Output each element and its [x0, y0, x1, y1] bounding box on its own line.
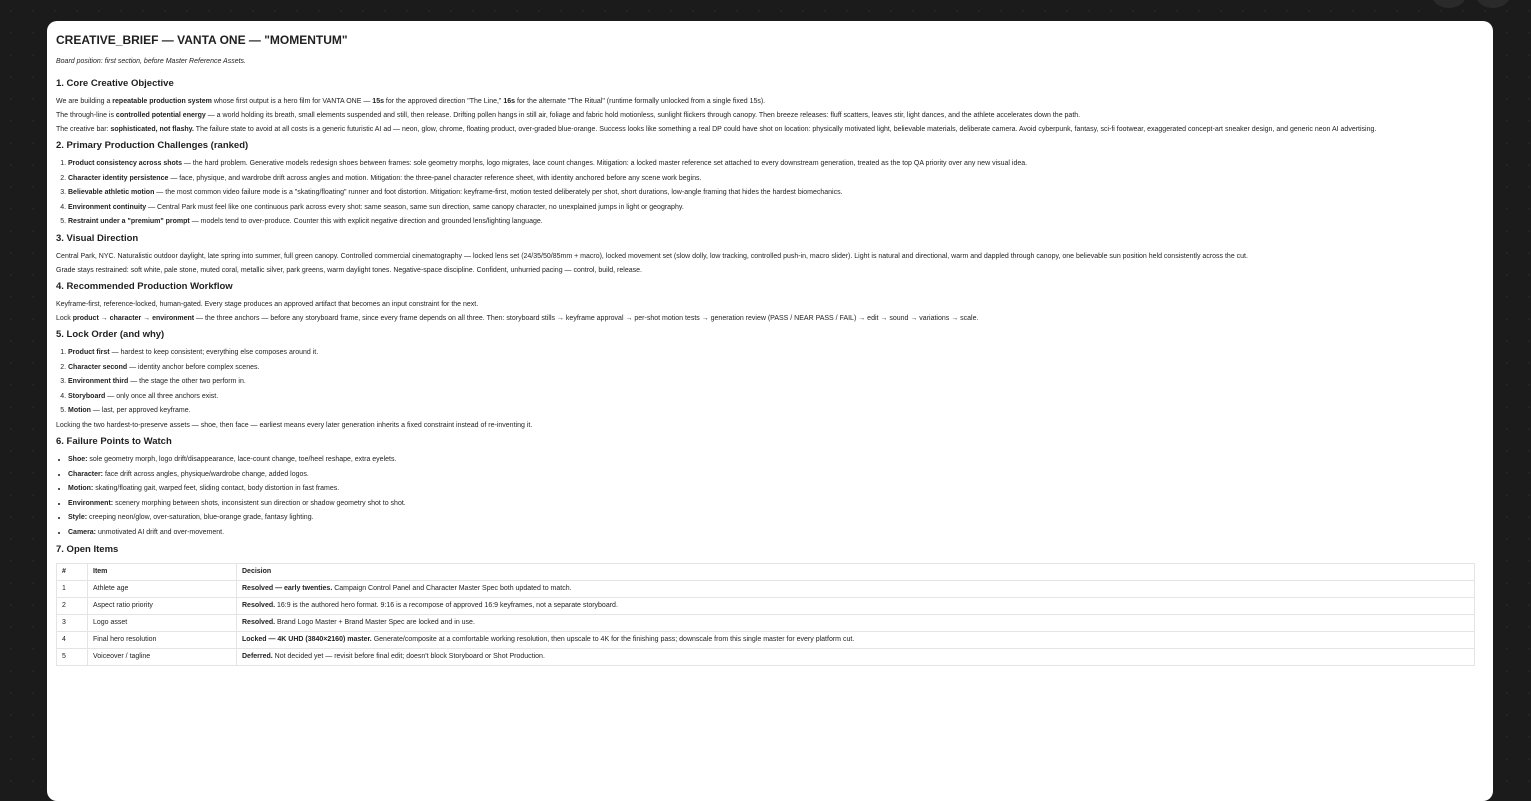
window-controls	[1431, 0, 1511, 8]
row-item: Athlete age	[88, 580, 237, 597]
open-items-table	[56, 563, 1475, 666]
list-item: 1. Product first — hardest to keep consistent; everything else composes around it.	[68, 348, 1475, 357]
row-decision: Deferred. Not decided yet — revisit before final edit; doesn't block Storyboard or Shot Production.	[237, 648, 1475, 665]
section-heading-failure-points: 6. Failure Points to Watch	[56, 435, 172, 447]
paragraph: The through-line is controlled potential energy — a world holding its breath, small elements suspended and still, then release. Drifting pollen hangs in still air, foliage and fabric hold motionless, sunlight flickers through canopy. Then breeze releases: fluff scatters, leaves stir, light dances, and the athlete accelerates down the path.	[56, 112, 1081, 119]
table-row	[57, 580, 1475, 597]
list-item: • Character: face drift across angles, physique/wardrobe change, added logos.	[68, 470, 1475, 479]
page-title: CREATIVE_BRIEF — VANTA ONE — "MOMENTUM"	[56, 33, 348, 47]
table-header-row	[57, 563, 1475, 580]
list-item: 4. Environment continuity — Central Park must feel like one continuous park across every shot: same season, same sun direction, same canopy character, no unexplained jumps in light or geography.	[68, 203, 1475, 212]
challenges-list	[56, 159, 1475, 226]
column-header-number: #	[57, 563, 88, 580]
section-heading-core-objective: 1. Core Creative Objective	[56, 78, 174, 89]
list-item: 3. Believable athletic motion — the most common video failure mode is a "skating/floating" runner and foot distortion. Mitigation: keyframe-first, motion tested deliberately per shot, short durations, low-angle framing that hides the hardest biomechanics.	[68, 188, 1475, 197]
list-item: 4. Storyboard — only once all three anchors exist.	[68, 392, 1475, 401]
paragraph: We are building a repeatable production system whose first output is a hero film for VANTA ONE — 15s for the approved direction "The Line," 16s for the alternate "The Ritual" (runtime formally unlocked from a single fixed 15s).	[56, 98, 766, 105]
window-control-button[interactable]	[1431, 0, 1467, 8]
table-row	[57, 631, 1475, 648]
row-item: Logo asset	[88, 614, 237, 631]
lock-order-list	[56, 348, 1475, 415]
row-number: 2	[57, 597, 88, 614]
row-number: 4	[57, 631, 88, 648]
section-heading-workflow: 4. Recommended Production Workflow	[56, 280, 233, 292]
list-item: 2. Character identity persistence — face, physique, and wardrobe drift across angles and motion. Mitigation: the three-panel character reference sheet, with identity anchored before any scene work begins.	[68, 174, 1475, 183]
document-card	[47, 21, 1493, 801]
list-item: • Style: creeping neon/glow, over-saturation, blue-orange grade, fantasy lighting.	[68, 513, 1475, 522]
table-row	[57, 648, 1475, 665]
row-item: Aspect ratio priority	[88, 597, 237, 614]
list-item: • Camera: unmotivated AI drift and over-movement.	[68, 528, 1475, 537]
row-decision: Resolved — early twenties. Campaign Control Panel and Character Master Spec both updated to match.	[237, 580, 1475, 597]
paragraph: Grade stays restrained: soft white, pale stone, muted coral, metallic silver, park greens, warm daylight tones. Negative-space discipline. Confident, unhurried pacing — control, build, release.	[56, 266, 642, 274]
list-item: 2. Character second — identity anchor before complex scenes.	[68, 363, 1475, 372]
list-item: • Shoe: sole geometry morph, logo drift/disappearance, lace-count change, toe/heel reshape, extra eyelets.	[68, 455, 1475, 464]
list-item: • Environment: scenery morphing between shots, inconsistent sun direction or shadow geometry shot to shot.	[68, 499, 1475, 508]
list-item: • Motion: skating/floating gait, warped feet, sliding contact, body distortion in fast frames.	[68, 484, 1475, 493]
paragraph: Central Park, NYC. Naturalistic outdoor daylight, late spring into summer, full green canopy. Controlled commercial cinematography — locked lens set (24/35/50/85mm + macro), locked movement set (slow dolly, low tracking, controlled push-in, macro slider). Light is natural and directional, warm and dappled through canopy, one believable sun position held consistently across the cut.	[56, 252, 1248, 260]
failure-points-list	[56, 455, 1475, 537]
section-heading-open-items: 7. Open Items	[56, 543, 119, 555]
row-number: 3	[57, 614, 88, 631]
row-item: Voiceover / tagline	[88, 648, 237, 665]
table-row	[57, 614, 1475, 631]
section-heading-visual-direction: 3. Visual Direction	[56, 232, 139, 244]
row-decision: Resolved. 16:9 is the authored hero format. 9:16 is a recompose of approved 16:9 keyframes, not a separate storyboard.	[237, 597, 1475, 614]
column-header-decision: Decision	[237, 563, 1475, 580]
list-item: 1. Product consistency across shots — the hard problem. Generative models redesign shoes between frames: sole geometry morphs, logo migrates, lace count changes. Mitigation: a locked master reference set attached to every downstream generation, treated as the top QA priority over any new visual idea.	[68, 159, 1475, 168]
row-number: 5	[57, 648, 88, 665]
window-control-button[interactable]	[1475, 0, 1511, 8]
row-item: Final hero resolution	[88, 631, 237, 648]
board-position-note: Board position: first section, before Master Reference Assets.	[56, 58, 246, 65]
row-decision: Resolved. Brand Logo Master + Brand Master Spec are locked and in use.	[237, 614, 1475, 631]
row-decision: Locked — 4K UHD (3840×2160) master. Generate/composite at a comfortable working resolution, then upscale to 4K for the finishing pass; downscale from this single master for every platform cut.	[237, 631, 1475, 648]
table-row	[57, 597, 1475, 614]
paragraph: The creative bar: sophisticated, not flashy. The failure state to avoid at all costs is a generic futuristic AI ad — neon, glow, chrome, floating product, over-graded blue-orange. Success looks like something a real DP could have shot on location: physically motivated light, believable materials, deliberate camera. Avoid cyberpunk, fantasy, sci-fi footwear, exaggerated concept-art sneaker design, and generic neon AI advertising.	[56, 126, 1377, 133]
section-heading-challenges: 2. Primary Production Challenges (ranked)	[56, 140, 249, 151]
list-item: 5. Motion — last, per approved keyframe.	[68, 406, 1475, 415]
paragraph: Lock product → character → environment — the three anchors — before any storyboard frame, since every frame depends on all three. Then: storyboard stills → keyframe approval → per-shot motion tests → generation review (PASS / NEAR PASS / FAIL) → edit → sound → variations → scale.	[56, 314, 979, 322]
list-item: 3. Environment third — the stage the other two perform in.	[68, 377, 1475, 386]
row-number: 1	[57, 580, 88, 597]
paragraph: Keyframe-first, reference-locked, human-gated. Every stage produces an approved artifact that becomes an input constraint for the next.	[56, 300, 479, 308]
section-heading-lock-order: 5. Lock Order (and why)	[56, 328, 165, 340]
column-header-item: Item	[88, 563, 237, 580]
paragraph: Locking the two hardest-to-preserve assets — shoe, then face — earliest means every later generation inherits a fixed constraint instead of re-inventing it.	[56, 421, 533, 429]
list-item: 5. Restraint under a "premium" prompt — models tend to over-produce. Counter this with explicit negative direction and grounded lens/lighting language.	[68, 217, 1475, 226]
